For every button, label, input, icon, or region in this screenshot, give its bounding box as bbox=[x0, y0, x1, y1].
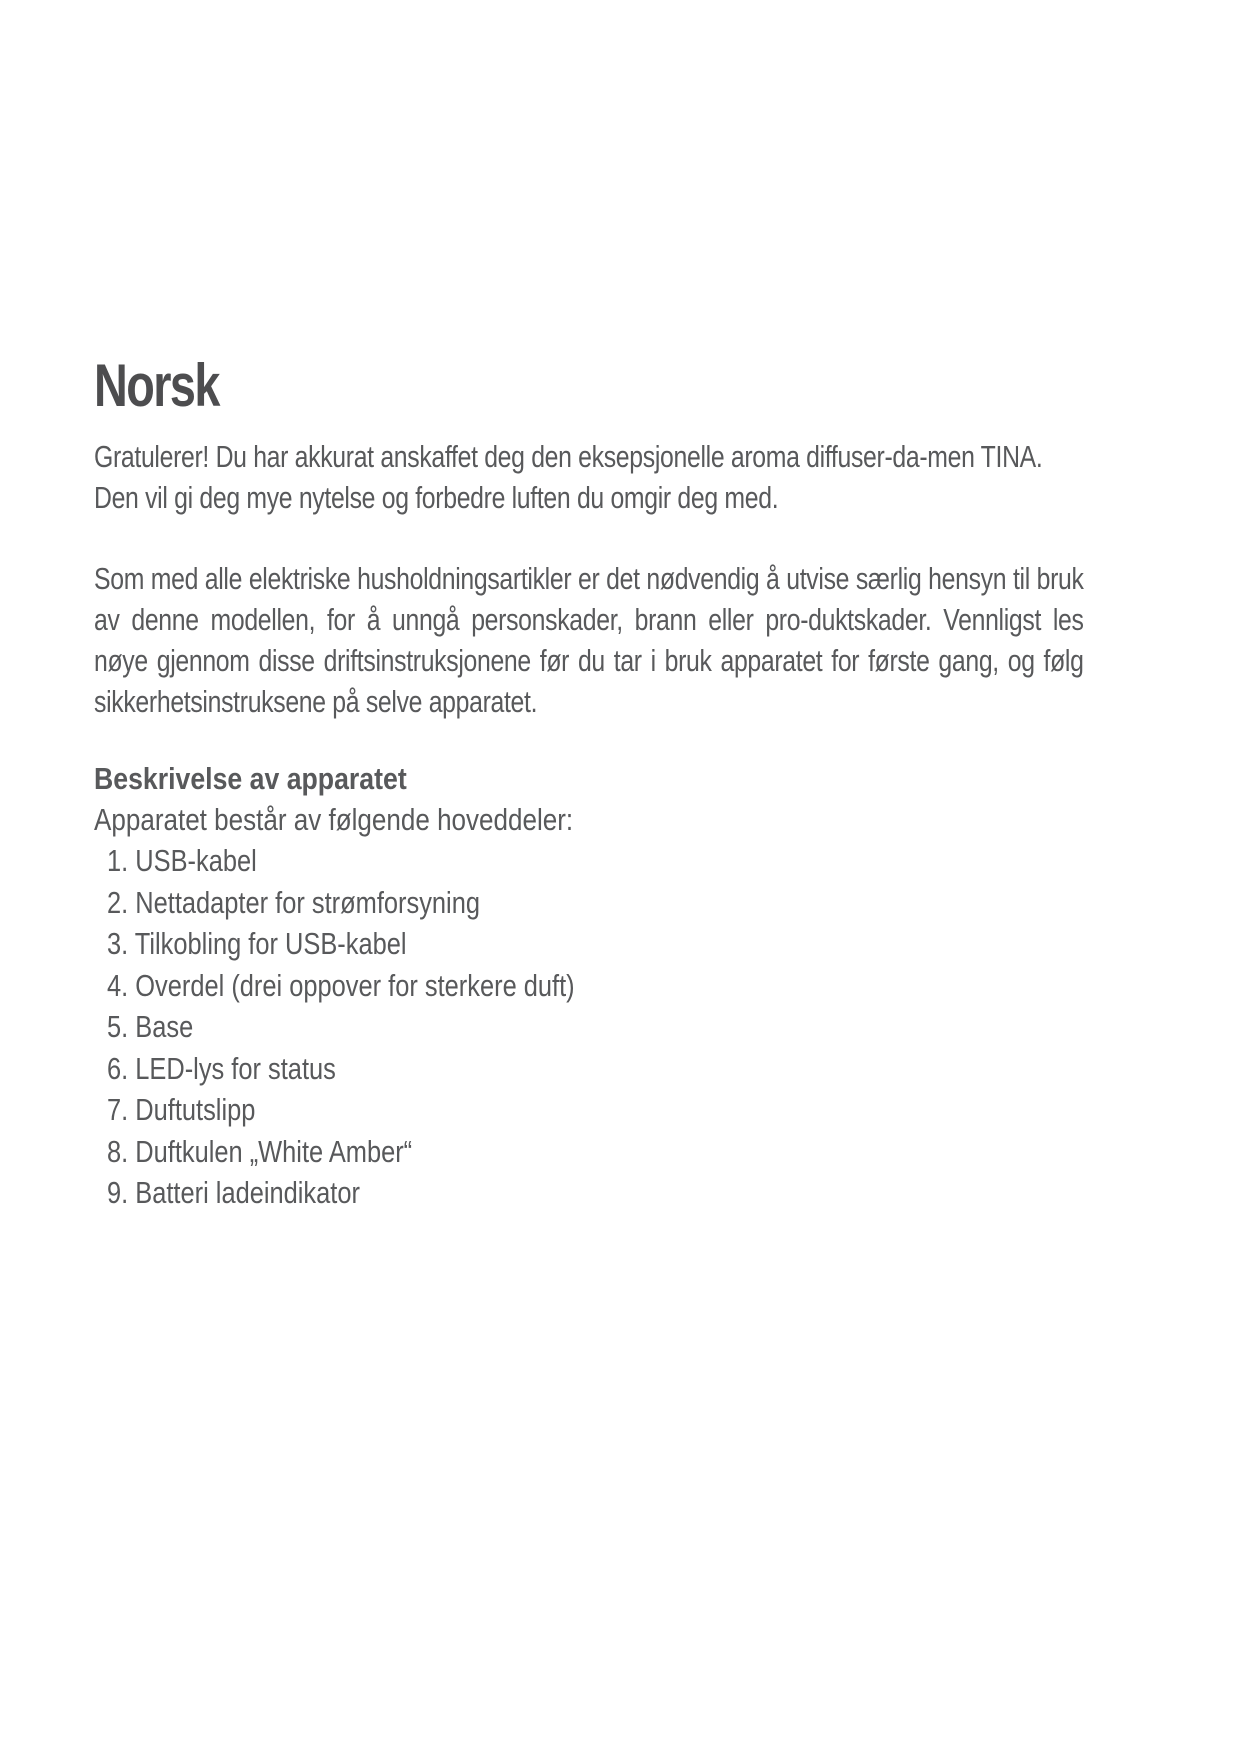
intro-paragraph: Gratulerer! Du har akkurat anskaffet deg den eksepsjonelle aroma diffuser-da-men TINA. Den vil gi deg mye nytelse og forbedre luften du omgir deg med. bbox=[94, 439, 1043, 515]
section-heading: Beskrivelse av apparatet bbox=[94, 761, 407, 796]
list-item: 8. Duftkulen „White Amber“ bbox=[107, 1133, 413, 1169]
manual-page bbox=[94, 350, 1084, 1214]
list-item: 4. Overdel (drei oppover for sterkere duft) bbox=[107, 967, 575, 1003]
page-title: Norsk bbox=[94, 352, 219, 419]
list-item: 2. Nettadapter for strømforsyning bbox=[107, 884, 480, 920]
safety-paragraph: Som med alle elektriske husholdningsartikler er det nødvendig å utvise særlig hensyn til bruk av denne modellen, for å unngå personskader, brann eller pro-duktskader. Vennligst les nøye gjennom disse driftsinstruksjonene før du tar i bruk apparatet for første gang, og følg sikkerhetsinstruksene på selve apparatet. bbox=[94, 561, 1084, 719]
list-item: 7. Duftutslipp bbox=[107, 1092, 256, 1127]
list-item: 6. LED-lys for status bbox=[107, 1050, 336, 1086]
list-item: 3. Tilkobling for USB-kabel bbox=[107, 926, 407, 961]
list-item: 1. USB-kabel bbox=[107, 843, 257, 878]
parts-intro: Apparatet består av følgende hoveddeler: bbox=[94, 802, 574, 837]
list-item: 9. Batteri ladeindikator bbox=[107, 1175, 360, 1210]
list-item: 5. Base bbox=[107, 1009, 194, 1044]
parts-list bbox=[94, 840, 1084, 1214]
